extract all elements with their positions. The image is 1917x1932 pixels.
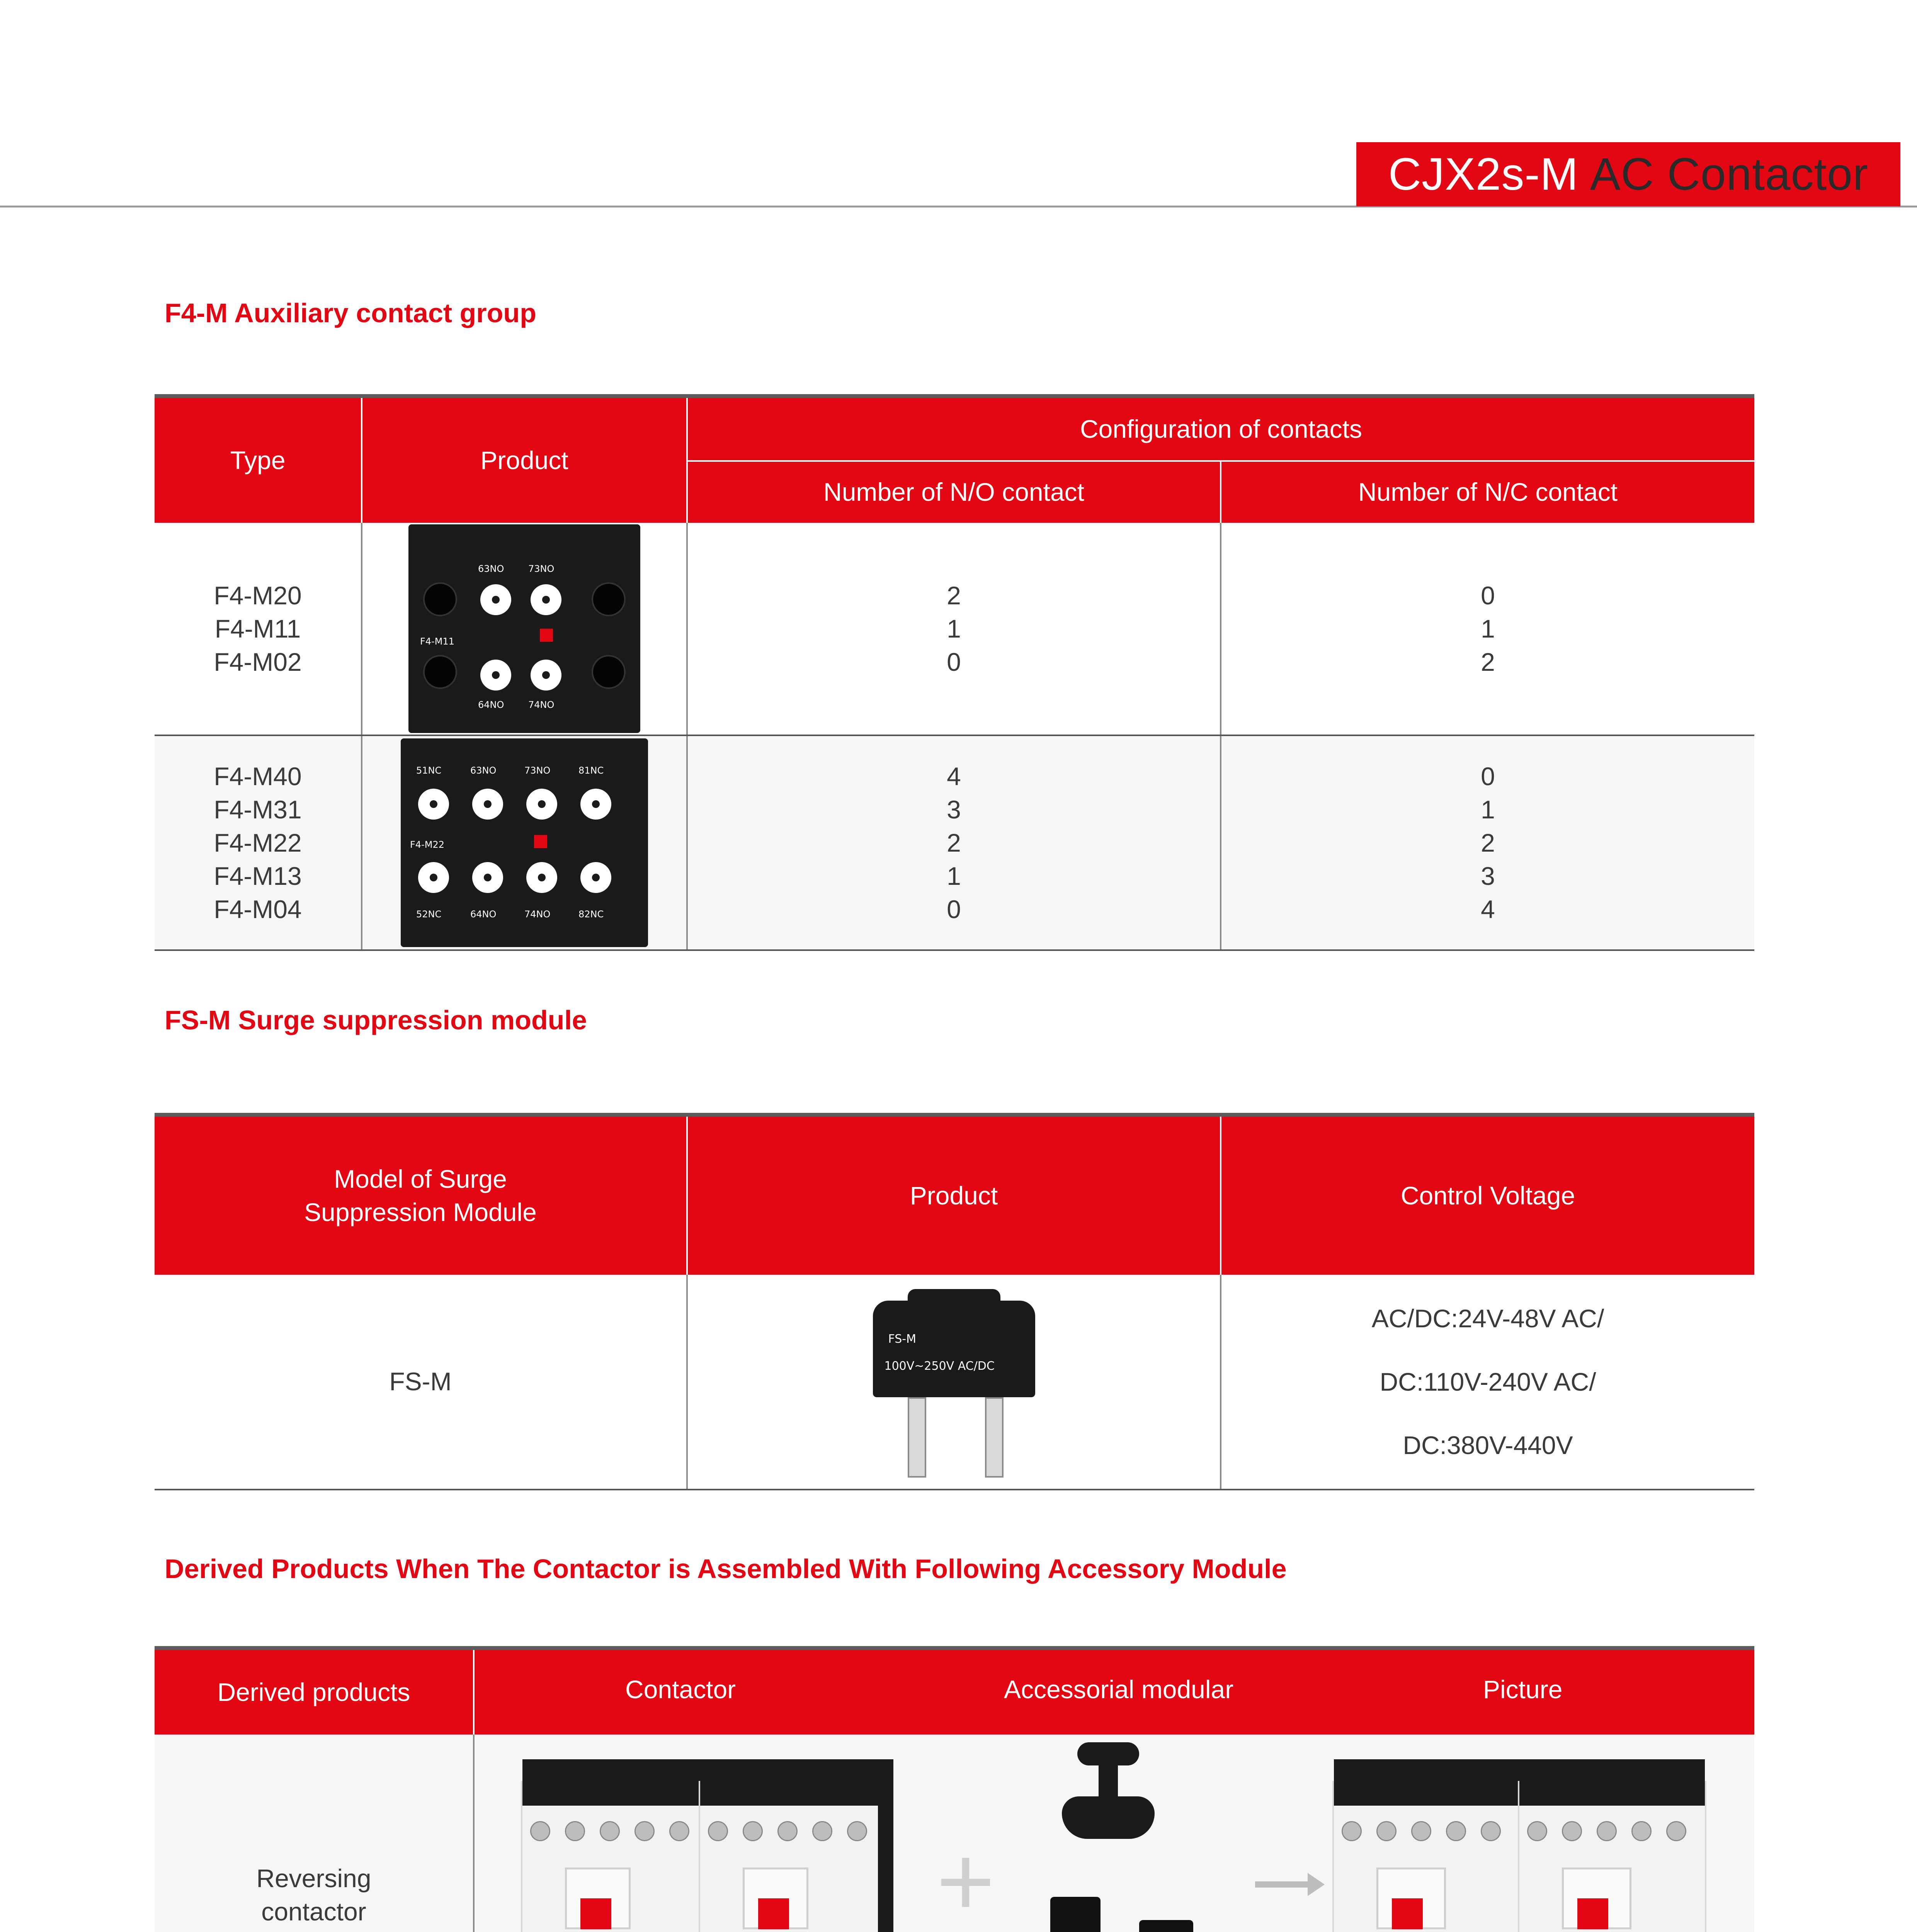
terminal-label: 63NO [478,563,504,574]
th-no: Number of N/O contact [687,461,1221,523]
table-row [155,735,1754,950]
spacer-block-icon [1139,1920,1193,1932]
terminal-label: 74NO [528,699,555,710]
table-row [155,1735,1754,1932]
product-cell [362,523,687,735]
section2-title: FS-M Surge suppression module [165,1005,587,1035]
derived-cell: Reversing contactor [155,1735,474,1932]
section1-title: F4-M Auxiliary contact group [165,298,536,328]
th-product: Product [687,1115,1221,1275]
table-row [155,1275,1754,1490]
type-value: F4-M20 [214,581,302,610]
th-group [474,1648,1754,1735]
header-title-box [1356,142,1900,206]
type-cell: F4-M40 F4-M31 F4-M22 F4-M13 F4-M04 [155,735,362,950]
derived-products-table [155,1646,1754,1932]
mechanical-interlock-image [1054,1742,1162,1866]
th-picture: Picture [1483,1675,1563,1704]
contactor-image [699,1781,879,1932]
terminal-label: 64NO [478,699,504,710]
product-cell [362,735,687,950]
result-image [1332,1781,1521,1932]
f4-m22-product-image: 51NC 63NO 73NO 81NC F4-M22 52NC 64NO 74NO 82NC [401,738,648,947]
type-cell [155,523,362,735]
th-model: Model of Surge Suppression Module [155,1115,687,1275]
th-contactor: Contactor [625,1675,736,1704]
nc-cell: 0 1 2 3 4 [1221,735,1754,950]
product-cell [687,1275,1221,1490]
voltage-cell: AC/DC:24V-48V AC/ DC:110V-240V AC/ DC:380V-440V [1221,1275,1754,1490]
section3-title: Derived Products When The Contactor is Assembled With Following Accessory Module [165,1554,1287,1584]
header-brand: CJX2s-M [1388,149,1579,200]
plus-icon: + [936,1825,995,1932]
type-value: F4-M11 [214,614,301,643]
model-cell: FS-M [155,1275,687,1490]
surge-module-table [155,1113,1754,1490]
th-type: Type [155,396,362,523]
arrow-right-icon [1255,1881,1309,1888]
fs-m-product-image: FS-M 100V~250V AC/DC [861,1285,1047,1478]
f4-m11-product-image [408,524,640,733]
type-value: F4-M02 [214,648,302,676]
no-cell: 2 1 0 [687,523,1221,735]
th-product: Product [362,396,687,523]
terminal-label: 73NO [528,563,555,574]
th-derived: Derived products [155,1648,474,1735]
table-row [155,523,1754,735]
nc-cell: 0 1 2 [1221,523,1754,735]
no-cell: 4 3 2 1 0 [687,735,1221,950]
th-nc: Number of N/C contact [1221,461,1754,523]
th-config: Configuration of contacts [687,396,1754,461]
th-voltage: Control Voltage [1221,1115,1754,1275]
contactor-image [521,1781,702,1932]
spacer-block-icon [1050,1897,1101,1932]
aux-contact-table [155,394,1754,951]
module-label: F4-M11 [420,636,454,647]
header-title: AC Contactor [1590,149,1869,200]
result-image [1518,1781,1706,1932]
th-accessory: Accessorial modular [1004,1675,1234,1704]
derived-images-cell [474,1735,1754,1932]
